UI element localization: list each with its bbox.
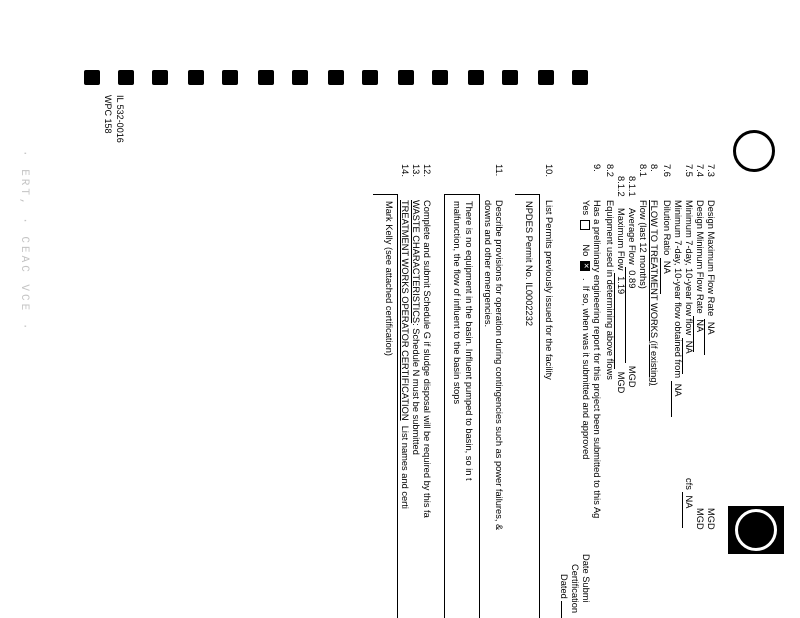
punch-hole	[222, 70, 238, 85]
value-field: NA	[704, 319, 716, 355]
seal-logo-icon	[735, 509, 777, 551]
yes-checkbox[interactable]	[580, 220, 590, 230]
punch-hole	[84, 70, 100, 85]
answer-box-14: Mark Kelly (see attached certification)	[373, 194, 398, 618]
answer-box-11: There is no equipment in the basin. Influent pumped to basin, so in t malfunction, the flow of influent to the basin stops	[444, 194, 480, 618]
form-code: WPC 158	[103, 95, 113, 134]
value-field: NA	[682, 492, 694, 528]
form-identifier	[90, 95, 126, 615]
punch-hole	[468, 70, 484, 85]
form-document: 7.3 Design Maximum Flow Rate NA MGD 7.4 Design Minimum Flow Rate NA MGD 7.5 Minimum 7-day, 10-year low flow NA cfs NA Minimum 7-day, 10-year flow obtained from NA 7.6 Dilution Ratio NA 8. FLOW TO TREATMENT WORKS (if existing) 8.1 Flow (last 12 months) 8.1.1 Average Flow 0.89 MGD 8.1.2 Maximum Flow 1.19 MGD 8.2 Equipment used in determining above flows 9. Has a preliminary engineering report for this project been submitted to this Ag Yes No ✕ . If so, when was it submitted and approved Date Submi Certification Dated 10. List Permits previously issued for the facility NPDES Permit No. IL0002232 11. Describe provisions for operation during contingencies such as power failures, & downs and other emergencies. There is no equipment in the basin. Influent pumped to basin, so in t malfunction, the flow of influent to the basin stops 12. Complete and submit Schedule G if sludge disposal will be required by this fa 13. WASTE CHARACTERISTICS: Schedule N must be submitted 14. TREATMENT WORKS OPERATOR CERTIFICATION List names and certi Mark Kelly (see attached certification)	[376, 164, 716, 618]
punch-hole	[538, 70, 554, 85]
punch-hole	[152, 70, 168, 85]
punch-hole	[188, 70, 204, 85]
answer-box-10: NPDES Permit No. IL0002232	[515, 194, 540, 618]
punch-hole	[362, 70, 378, 85]
value-field: 1.19	[614, 273, 626, 369]
punch-hole	[572, 70, 588, 85]
punch-hole	[502, 70, 518, 85]
no-checkbox[interactable]: ✕	[580, 261, 590, 271]
punch-hole	[118, 70, 134, 85]
value-field: NA	[671, 381, 683, 417]
value-field: 0.89	[625, 267, 637, 363]
seal-logo-icon	[733, 130, 775, 172]
punch-hole	[398, 70, 414, 85]
punch-hole	[292, 70, 308, 85]
bleed-through-text: · ERT, · CEAC VCE ·	[18, 150, 30, 333]
punch-hole	[328, 70, 344, 85]
form-code: IL 532-0016	[115, 95, 125, 143]
value-field: NA	[682, 338, 694, 374]
value-field: NA	[693, 316, 705, 352]
punch-hole	[258, 70, 274, 85]
punch-hole	[432, 70, 448, 85]
value-field: NA	[660, 258, 672, 294]
